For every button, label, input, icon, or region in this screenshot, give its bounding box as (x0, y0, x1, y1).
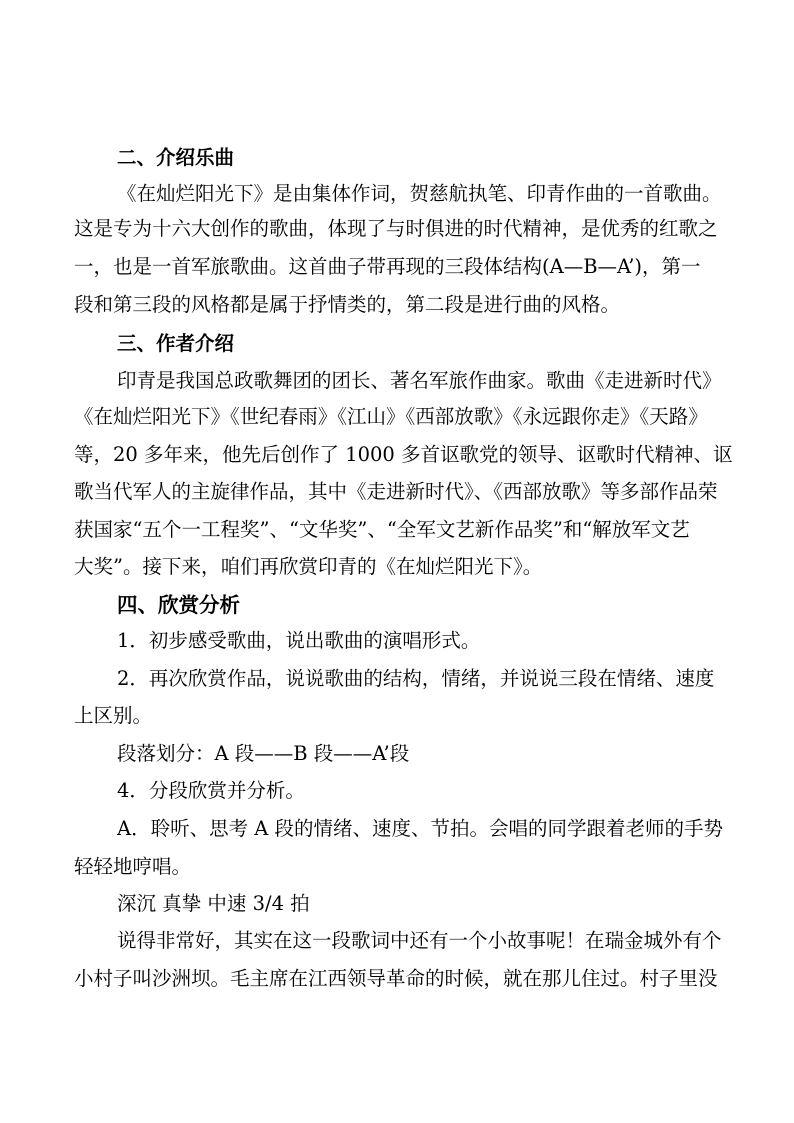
list-item-2: 2．再次欣赏作品，说说歌曲的结构，情绪，并说说三段在情绪、速度 (117, 667, 715, 690)
paragraph-line: 《在灿烂阳光下》《世纪春雨》《江山》《西部放歌》《永远跟你走》《天路》 (74, 405, 708, 428)
paragraph-line: 说得非常好，其实在这一段歌词中还有一个小故事呢！在瑞金城外有个 (117, 929, 722, 952)
paragraph-line: 段和第三段的风格都是属于抒情类的，第二段是进行曲的风格。 (74, 293, 621, 316)
list-item-4: 4．分段欣赏并分析。 (117, 779, 305, 802)
paragraph-line: 获国家“五个一工程奖”、“文华奖”、“全军文艺新作品奖”和“解放军文艺 (74, 518, 690, 541)
paragraph-line: 小村子叫沙洲坝。毛主席在江西领导革命的时候，就在那儿住过。村子里没 (74, 967, 718, 990)
paragraph-line: 这是专为十六大创作的歌曲，体现了与时俱进的时代精神，是优秀的红歌之 (74, 217, 718, 240)
mood-tempo-meter: 深沉 真挚 中速 3/4 拍 (117, 892, 310, 915)
paragraph-line: 大奖”。接下来，咱们再欣赏印青的《在灿烂阳光下》。 (74, 555, 543, 578)
section-heading-appreciation: 四、欣赏分析 (117, 593, 240, 617)
paragraph-line: 歌当代军人的主旋律作品，其中《走进新时代》、《西部放歌》等多部作品荣 (74, 480, 718, 503)
list-item-1: 1．初步感受歌曲，说出歌曲的演唱形式。 (117, 629, 481, 652)
paragraph-line: 《在灿烂阳光下》是由集体作词，贺慈航执笔、印青作曲的一首歌曲。 (117, 182, 722, 205)
paragraph-line: 等，20 多年来，他先后创作了 1000 多首讴歌党的领导、讴歌时代精神、讴 (74, 443, 733, 466)
paragraph-line: 一，也是一首军旅歌曲。这首曲子带再现的三段体结构(A—B—A’)，第一 (74, 255, 701, 278)
section-heading-intro-music: 二、介绍乐曲 (117, 146, 235, 169)
list-item-2-continued: 上区别。 (74, 704, 153, 727)
list-item-a: A．聆听、思考 A 段的情绪、速度、节拍。会唱的同学跟着老师的手势 (117, 817, 724, 840)
paragraph-line: 印青是我国总政歌舞团的团长、著名军旅作曲家。歌曲《走进新时代》 (117, 369, 722, 392)
section-division: 段落划分：A 段——B 段——A’段 (117, 742, 410, 765)
list-item-a-continued: 轻轻地哼唱。 (74, 855, 192, 878)
section-heading-author: 三、作者介绍 (117, 332, 235, 355)
